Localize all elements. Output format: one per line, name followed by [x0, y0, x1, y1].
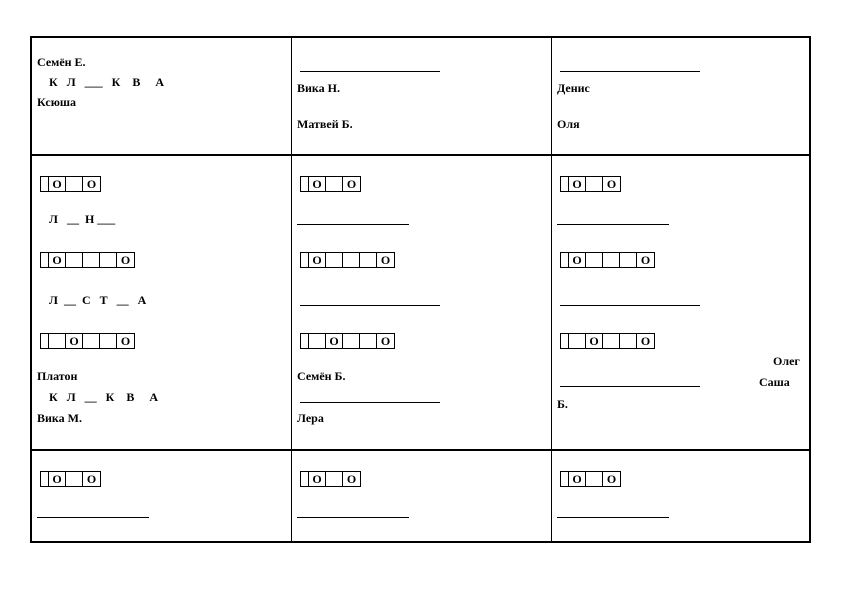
answer-blank: [300, 71, 440, 72]
student-name: Денис: [557, 81, 590, 95]
answer-blank: [300, 402, 440, 403]
column-divider: [551, 38, 552, 541]
answer-blank: [560, 71, 700, 72]
letter-grid: О О: [300, 176, 361, 192]
word-pattern: Л __ Н ___: [49, 212, 116, 226]
answer-blank: [300, 305, 440, 306]
student-name: Семён Е.: [37, 55, 86, 69]
row-divider: [32, 449, 809, 451]
answer-blank: [557, 224, 669, 225]
letter-grid: О О: [40, 471, 101, 487]
answer-blank: [297, 224, 409, 225]
answer-blank: [297, 517, 409, 518]
row-divider: [32, 154, 809, 156]
answer-blank: [560, 305, 700, 306]
letter-grid: О О: [40, 252, 135, 268]
letter-grid: О О: [300, 333, 395, 349]
letter-grid: О О: [560, 333, 655, 349]
letter-sequence: К Л __ К В А: [49, 390, 159, 404]
letter-grid: О О: [560, 252, 655, 268]
answer-blank: [557, 517, 669, 518]
student-name: Ксюша: [37, 95, 77, 109]
word-pattern: Л __ С Т __ А: [49, 293, 147, 307]
letter-sequence: К Л ___ К В А: [49, 75, 165, 89]
answer-blank: [560, 386, 700, 387]
letter-grid: О О: [40, 333, 135, 349]
letter-grid: О О: [300, 252, 395, 268]
letter-grid: О О: [560, 471, 621, 487]
student-name: Оля: [557, 117, 580, 131]
student-name: Вика М.: [37, 411, 82, 425]
answer-blank: [37, 517, 149, 518]
student-name: Саша: [759, 375, 790, 389]
student-name: Семён Б.: [297, 369, 346, 383]
student-name: Олег: [773, 354, 800, 368]
letter-grid: О О: [560, 176, 621, 192]
letter-grid: О О: [300, 471, 361, 487]
student-name: Б.: [557, 397, 568, 411]
letter-grid: О О: [40, 176, 101, 192]
student-name: Лера: [297, 411, 324, 425]
column-divider: [291, 38, 292, 541]
student-name: Вика Н.: [297, 81, 340, 95]
worksheet-table: [30, 36, 811, 543]
student-name: Платон: [37, 369, 78, 383]
student-name: Матвей Б.: [297, 117, 353, 131]
